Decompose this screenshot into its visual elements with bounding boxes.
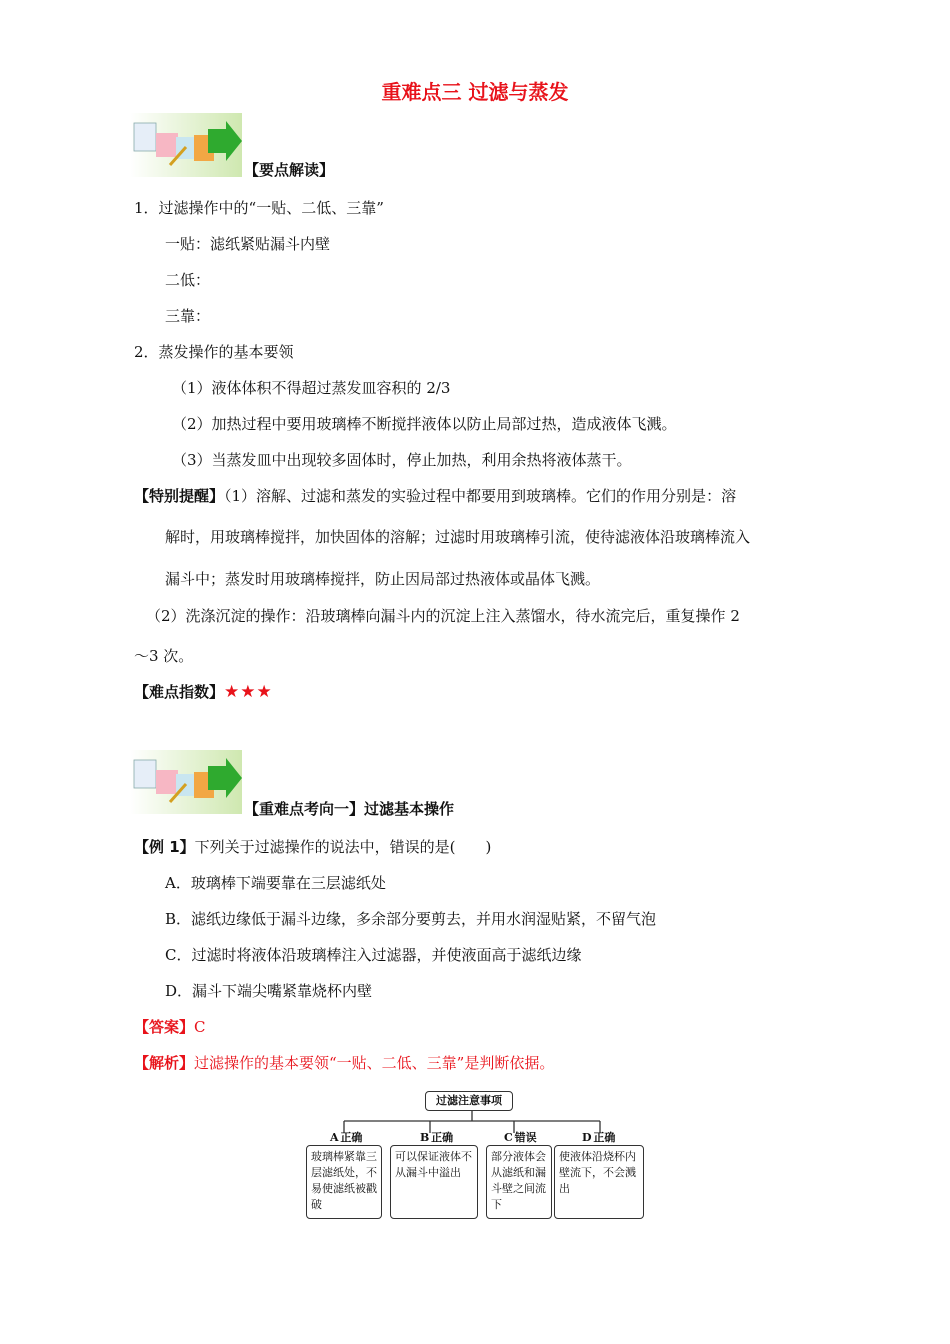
branch-d-node: 使液体沿烧杯内壁流下，不会溅出 [554, 1145, 644, 1219]
branch-c-label [504, 1131, 537, 1145]
branch-letter: A [330, 1131, 339, 1144]
special-tip-label: 【特别提醒】 [134, 487, 225, 505]
star-rating-icon: ★★★ [224, 682, 273, 702]
answer-value: C [194, 1018, 206, 1036]
branch-a-node: 玻璃棒紧靠三层滤纸处，不易使滤纸被戳破 [306, 1145, 382, 1219]
special-tip-line: （2）洗涤沉淀的操作：沿玻璃棒向漏斗内的沉淀上注入蒸馏水，待水流完后，重复操作 2 [146, 607, 740, 625]
special-tip-line: 解时，用玻璃棒搅拌，加快固体的溶解；过滤时用玻璃棒引流，使待滤液体沿玻璃棒流入 [165, 528, 751, 546]
section-heading-text: 过滤基本操作 [364, 800, 455, 818]
branch-c-node: 部分液体会从滤纸和漏斗壁之间流下 [486, 1145, 552, 1219]
section-heading-direction-one [244, 799, 454, 819]
branch-verdict: 正确 [340, 1131, 363, 1144]
option-b: B．滤纸边缘低于漏斗边缘，多余部分要剪去，并用水润湿贴紧，不留气泡 [165, 910, 657, 928]
section-heading-label: 【重难点考向一】 [244, 800, 365, 818]
list-item: 1．过滤操作中的“一贴、二低、三靠” [134, 199, 384, 217]
branch-letter: B [420, 1131, 430, 1144]
difficulty-rating [134, 682, 273, 702]
branch-a-label [330, 1131, 362, 1145]
example-text: 下列关于过滤操作的说法中，错误的是( ) [194, 838, 492, 856]
branch-verdict: 正确 [431, 1131, 454, 1144]
branch-letter: D [582, 1131, 592, 1144]
page-title: 重难点三 过滤与蒸发 [381, 80, 569, 104]
list-item: （2）加热过程中要用玻璃棒不断搅拌液体以防止局部过热，造成液体飞溅。 [172, 415, 677, 433]
answer [134, 1017, 206, 1037]
branch-letter: C [504, 1131, 513, 1144]
list-item: 一贴：滤纸紧贴漏斗内壁 [165, 235, 331, 253]
option-a: A．玻璃棒下端要靠在三层滤纸处 [165, 874, 386, 892]
list-item: （3）当蒸发皿中出现较多固体时，停止加热，利用余热将液体蒸干。 [172, 451, 632, 469]
branch-b-node: 可以保证液体不从漏斗中溢出 [390, 1145, 478, 1219]
filtering-notes-diagram [300, 1085, 645, 1220]
option-c: C．过滤时将液体沿玻璃棒注入过滤器，并使液面高于滤纸边缘 [165, 946, 582, 964]
analysis-text: 过滤操作的基本要领“一贴、二低、三靠”是判断依据。 [194, 1054, 555, 1072]
branch-verdict: 错误 [514, 1131, 537, 1144]
branch-verdict: 正确 [593, 1131, 616, 1144]
difficulty-label: 【难点指数】 [134, 683, 225, 701]
answer-label: 【答案】 [134, 1018, 195, 1036]
special-tip-text: （1）溶解、过滤和蒸发的实验过程中都要用到玻璃棒。它们的作用分别是：溶 [224, 487, 737, 505]
example-question [134, 837, 491, 857]
option-d: D．漏斗下端尖嘴紧靠烧杯内壁 [165, 982, 373, 1000]
list-item: 三靠： [165, 307, 211, 325]
list-item: 二低： [165, 271, 211, 289]
branch-b-label [420, 1131, 453, 1145]
special-tip-line: ～3 次。 [134, 647, 194, 665]
list-item: 2．蒸发操作的基本要领 [134, 343, 294, 361]
branch-d-label [582, 1131, 615, 1145]
special-tip-line: 漏斗中；蒸发时用玻璃棒搅拌，防止因局部过热液体或晶体飞溅。 [165, 570, 601, 588]
section-banner-icon [130, 750, 242, 814]
example-label: 【例 1】 [134, 838, 195, 856]
section-banner-icon [130, 113, 242, 177]
section-heading-key-points: 【要点解读】 [244, 161, 335, 179]
analysis-label: 【解析】 [134, 1054, 195, 1072]
list-item: （1）液体体积不得超过蒸发皿容积的 2/3 [172, 379, 451, 397]
diagram-root-node: 过滤注意事项 [425, 1091, 513, 1111]
analysis [134, 1053, 554, 1073]
special-tip [134, 486, 736, 506]
